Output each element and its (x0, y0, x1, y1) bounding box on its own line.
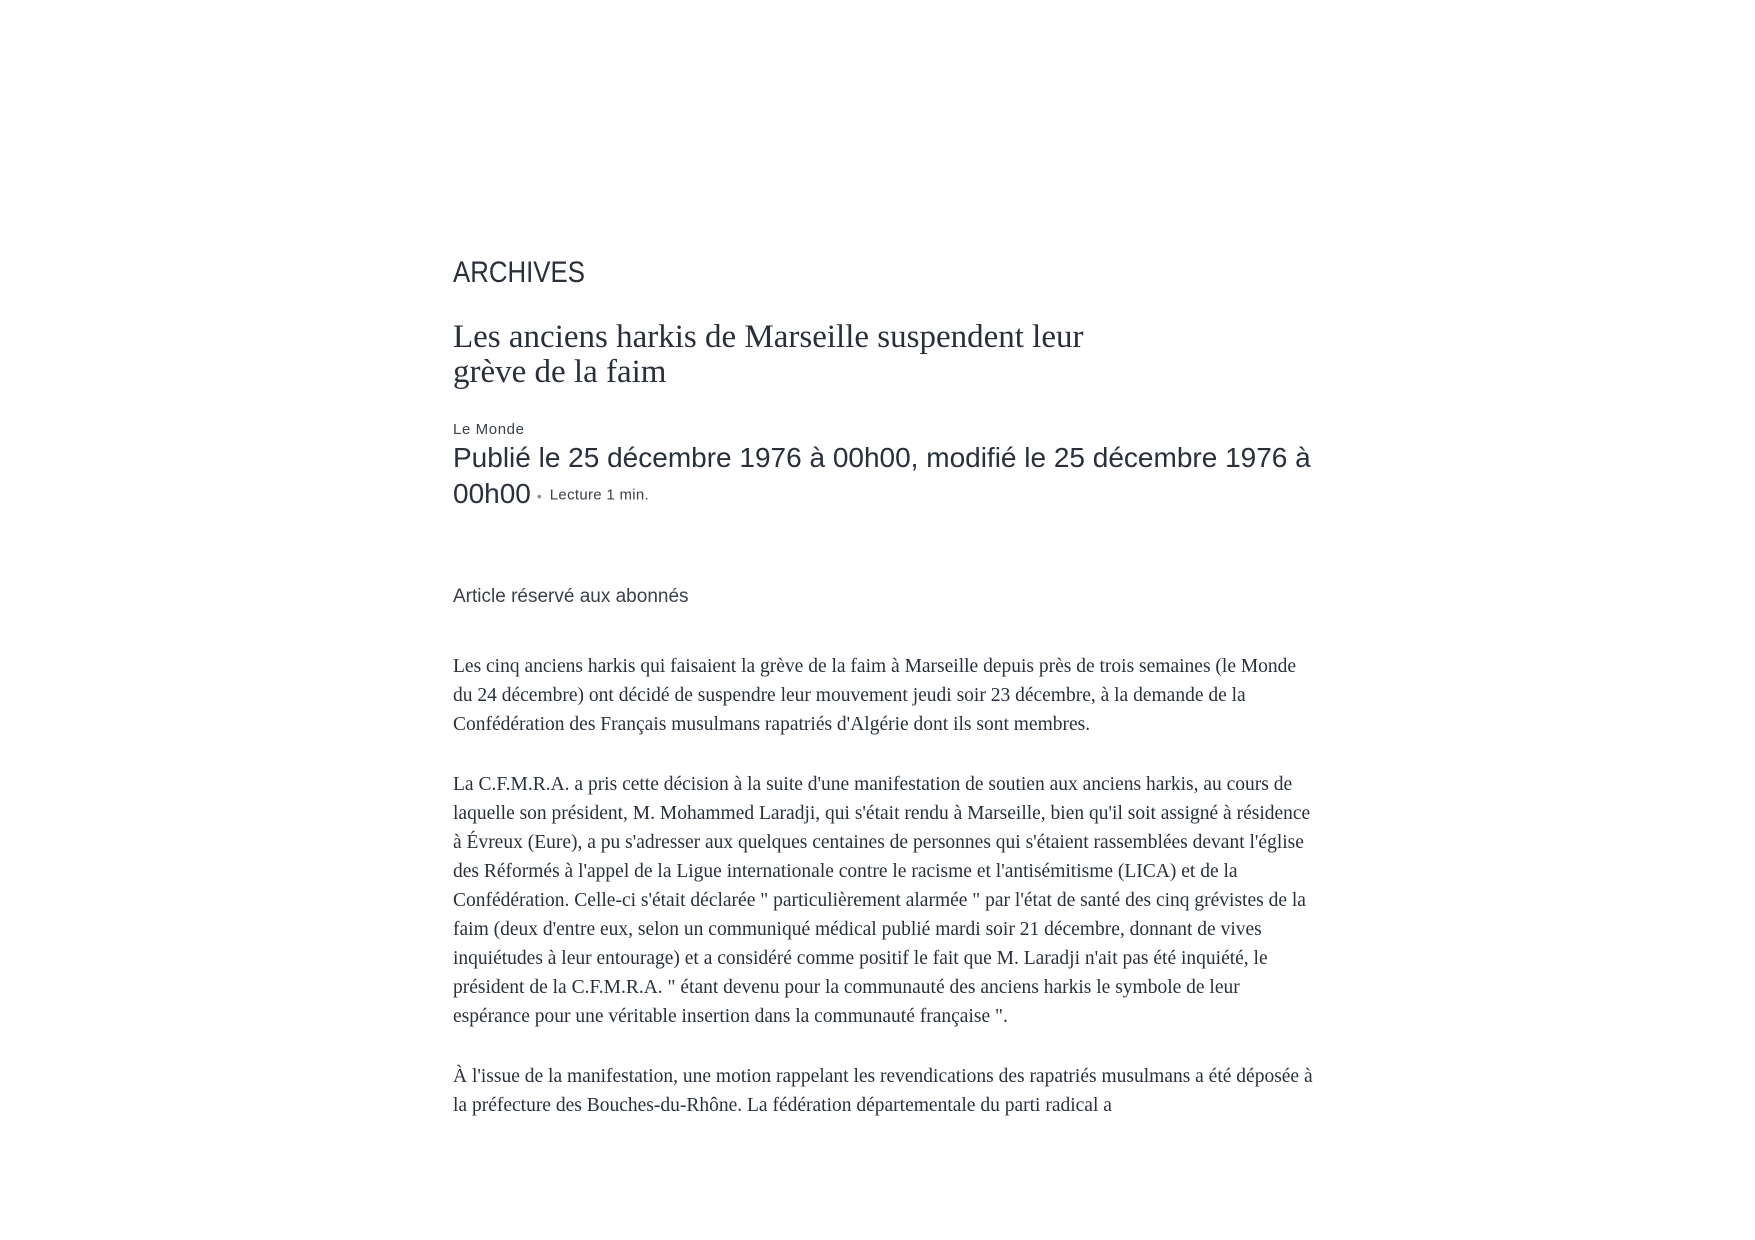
article-author[interactable]: Le Monde (453, 421, 525, 438)
article-headline: Les anciens harkis de Marseille suspendent leur grève de la faim (453, 319, 1084, 390)
article-paragraph-2: La C.F.M.R.A. a pris cette décision à la suite d'une manifestation de soutien aux anciens harkis, au cours de laquelle son président, M. Mohammed Laradji, qui s'était rendu à Marseille, bien qu'il soit assigné à résidence à Évreux (Eure), a pu s'adresser aux quelques centaines de personnes qui s'étaient rassemblées devant l'église des Réformés à l'appel de la Ligue internationale contre le racisme et l'antisémitisme (LICA) et de la Confédération. Celle-ci s'était déclarée " particulièrement alarmée " par l'état de santé des cinq grévistes de la faim (deux d'entre eux, selon un communiqué médical publié mardi soir 21 décembre, donnant de vives inquiétudes à leur entourage) et a considéré comme positif le fait que M. Laradji n'ait pas été inquiété, le président de la C.F.M.R.A. " étant devenu pour la communauté des anciens harkis le symbole de leur espérance pour une véritable insertion dans la communauté française ". (453, 773, 1311, 1027)
publication-dates (453, 440, 1323, 514)
article-paragraph-1: Les cinq anciens harkis qui faisaient la grève de la faim à Marseille depuis près de trois semaines (le Monde du 24 décembre) ont décidé de suspendre leur mouvement jeudi soir 23 décembre, à la demande de la Confédération des Français musulmans rapatriés d'Algérie dont ils sont membres. (453, 655, 1297, 735)
article-body (453, 652, 1313, 1120)
article (453, 252, 1313, 1120)
reading-time: Lecture 1 min. (549, 486, 650, 504)
publication-dates-text: Publié le 25 décembre 1976 à 00h00, modifié le 25 décembre 1976 à 00h00 (453, 442, 1311, 509)
subscriber-notice: Article réservé aux abonnés (453, 585, 689, 607)
article-paragraph-3: À l'issue de la manifestation, une motion rappelant les revendications des rapatriés musulmans a été déposée à la préfecture des Bouches-du-Rhône. La fédération départementale du parti radical a (453, 1065, 1313, 1116)
section-label[interactable]: ARCHIVES (453, 256, 585, 289)
meta-separator: • (536, 487, 542, 504)
